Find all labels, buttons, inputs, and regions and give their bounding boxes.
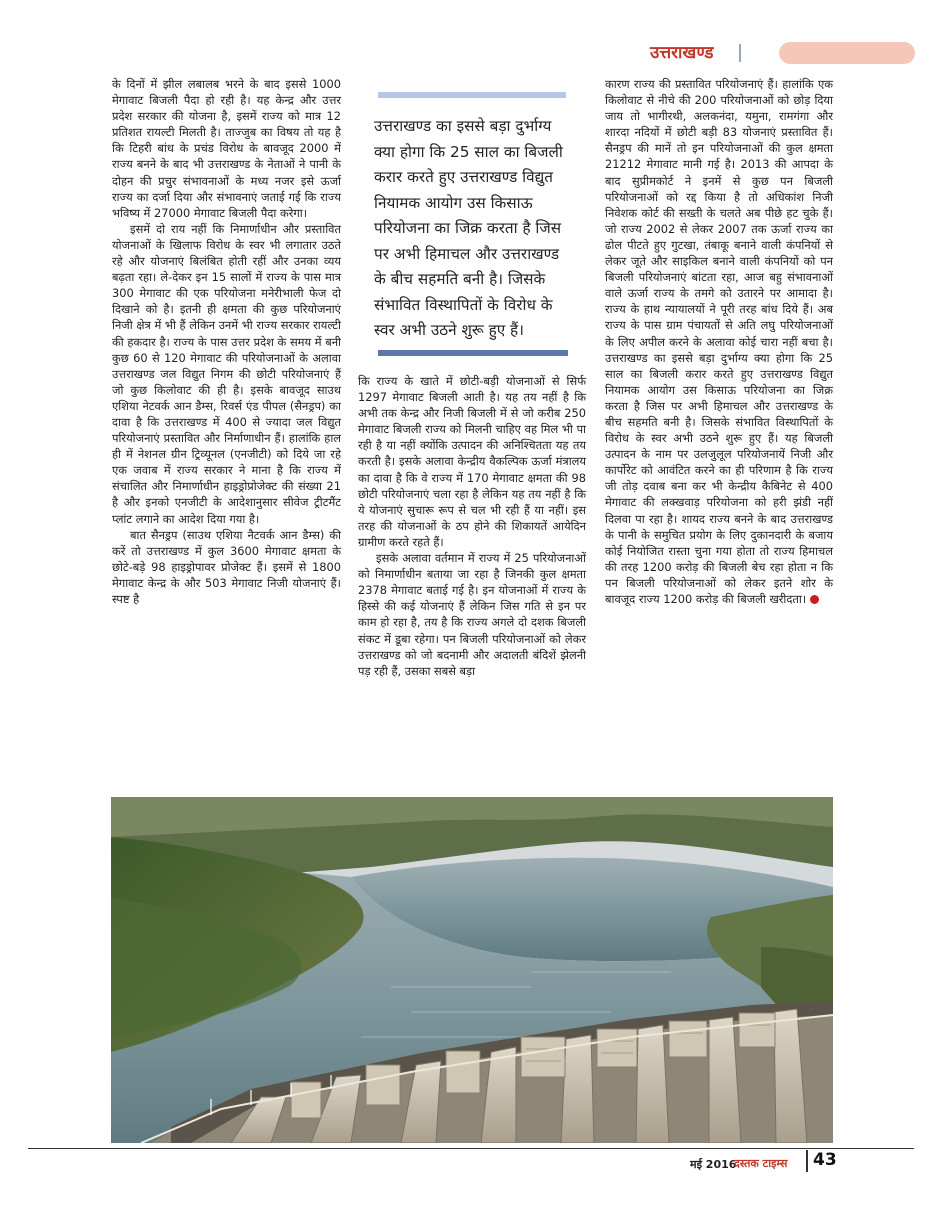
pullquote-bottom-bar [378, 350, 568, 356]
article-column-1 [112, 76, 341, 607]
page-number: 43 [813, 1150, 837, 1170]
paragraph-text: कारण राज्य की प्रस्तावित परियोजनाएं हैं। हालांकि एक किलोवाट से नीचे की 200 परियोजनाओं को छोड़ दिया जाय तो भागीरथी, अलकनंदा, यमुना, रामगंगा और शारदा नदियों में छोटी बड़ी 83 योजनाएं प्रस्तावित हैं। सैनड्रप की मानें तो इन परियोजनाओं की कुल क्षमता 21212 मेगावाट मानी गई है। 2013 की आपदा के बाद सुप्रीमकोर्ट ने इनमें से कुछ पन बिजली परियोजनाओं को रद्द किया है तो अधिकांश निजी निवेशक कोर्ट की सख्ती के चलते अब पीछे हट चुके हैं। जो राज्य 2002 से लेकर 2007 तक ऊर्जा राज्य का ढोल पीटते हुए गुटखा, तंबाकू बनाने वाली कंपनियों से लेकर जूते और साइकिल बनाने वाली कंपनियों को पन बिजली परियोजनाएं बांटता रहा, आज बहु संभावनाओं वाले ऊर्जा राज्य के तमगे को उतारने पर आमादा है। राज्य के हाथ न्यायालयों ने पूरी तरह बांध दिये हैं। अब राज्य के पास ग्राम पंचायतों से अति लघु परियोजनाओं के लिए अपील करने के अलावा कोई चारा नहीं बचा है। उत्तराखण्ड का इससे बड़ा दुर्भाग्य क्या होगा कि 25 साल का बिजली करार करते हुए उत्तराखण्ड विद्युत नियामक आयोग उस किसाऊ परियोजना का जिक्र करता है जिस पर अभी हिमाचल और उत्तराखण्ड के बीच सहमति बनी है। जिसके संभावित विस्थापितों के विरोध के स्वर अभी उठने शुरू हुए हैं। यह बिजली उत्पादन के नाम पर उलजुलूल परियोजनायें निजी और कार्पोरेट को आवंटित करने का ही परिणाम है कि राज्य जी तोड़ दवाब बना कर भी केन्द्रीय कैबिनेट से 400 मेगावाट की लक्खवाड़ परियोजना को हरी झंडी नहीं दिलवा पा रहा है। शायद राज्य बनने के बाद उत्तराखण्ड के पानी के समुचित प्रयोग के लिए दुकानदारी के बजाय कोई नियोजित रास्ता चुना गया होता तो राज्य हिमाचल की तरह 1200 करोड़ की बिजली बेच रहा होता न कि पन बिजली परियोजनाओं को लेकर इतने शोर के बावजूद राज्य 1200 करोड़ की बिजली खरीदता। [605, 77, 833, 606]
paragraph: इसके अलावा वर्तमान में राज्य में 25 परियोजनाओं को निमार्णाधीन बताया जा रहा है जिनकी कुल क्षमता 2378 मेगावाट बताई गई है। इन योजनाओं में राज्य के हिस्से की कई योजनाएं हैं लेकिन जिस गति से इन पर काम हो रहा है, तय है कि राज्य अगले दो दशक बिजली संकट में डूबा रहेगा। पन बिजली परियोजनाओं को लेकर उत्तराखण्ड को जो बदनामी और अदालती बंदिशें झेलनी पड़ रही हैं, उसका सबसे बड़ा [358, 551, 586, 678]
end-of-article-mark [810, 595, 819, 604]
article-column-2 [358, 373, 586, 679]
paragraph: कि राज्य के खाते में छोटी-बड़ी योजनाओं से सिर्फ 1297 मेगावाट बिजली आती है। यह तय नहीं है कि अभी तक केन्द्र और निजी बिजली में से जो करीब 250 मेगावाट बिजली राज्य को मिलनी चाहिए वह मिल भी पा रही है या नहीं क्योंकि उत्पादन की अनिश्चितता यह तय करती है। इसके अलावा केन्द्रीय वैकल्पिक ऊर्जा मंत्रालय का दावा है कि वे राज्य में 170 मेगावाट क्षमता की 98 छोटी परियोजनाएं चला रहा है लेकिन यह तय नहीं है कि ये योजनाएं सुचारू रूप से चल भी रही हैं या नहीं। इस तरह की योजनाओं के ठप होने की शिकायतें आयेदिन ग्रामीण करते रहते हैं। [358, 374, 586, 549]
dam-photo [111, 797, 833, 1143]
paragraph: के दिनों में झील लबालब भरने के बाद इससे 1000 मेगावाट बिजली पैदा हो रही है। यह केन्द्र और उत्तर प्रदेश सरकार की योजना है, इसमें राज्य को मात्र 12 प्रतिशत रायल्टी मिलती है। ताज्जुब का विषय तो यह है कि टिहरी बांध के प्रचंड विरोध के बावजूद 2000 में राज्य बनने के बाद भी उत्तराखण्ड के नेताओं ने पानी के दोहन की प्रचुर संभावनाओं के मध्य नजर इसे ऊर्जा राज्य का दर्जा दिया और संभावनाएं जताई गई कि राज्य भविष्य में 27000 मेगावाट बिजली पैदा करेगा। [112, 77, 341, 220]
issue-date: मई 2016 [690, 1158, 737, 1171]
footer-rule [28, 1148, 914, 1149]
section-tag-divider [739, 44, 741, 62]
magazine-name: दस्तक टाइम्स [734, 1157, 788, 1170]
paragraph: बात सैनड्रप (साउथ एशिया नैटवर्क आन डैम्स) की करें तो उत्तराखण्ड में कुल 3600 मेगावाट क्षमता के छोटे-बड़े 98 हाइड्रोपावर प्रोजेक्ट हैं। इसमें से 1800 मेगावाट केन्द्र के और 503 मेगावाट निजी योजनाएं हैं। स्पष्ट है [112, 527, 341, 606]
article-column-3 [605, 76, 833, 607]
paragraph: इसमें दो राय नहीं कि निमार्णाधीन और प्रस्तावित योजनाओं के खिलाफ विरोध के स्वर भी लगातार उठते रहे और योजनाएं बिलंबित होती रहीं और उनका व्यय बढ़ता रहा। ले-देकर इन 15 सालों में राज्य के पास मात्र 300 मेगावाट की एक परियोजना मनेरीभाली फेज दो दिखाने को है। इतनी ही क्षमता की कुछ परियोजनाएं निजी क्षेत्र में भी हैं लेकिन उनमें भी राज्य सरकार रायल्टी की हकदार है। राज्य के पास उत्तर प्रदेश के समय में बनी कुछ 60 से 120 मेगावाट की परियोजनाओं के अलावा उत्तराखण्ड जल विद्युत निगम की छोटी परियोजनाएं हैं जो कुछ किलोवाट की ही है। इसके बावजूद साउथ एशिया नेटवर्क आन डैम्स, रिवर्स एंड पीपल (सैनड्रप) का दावा है कि उत्तराखण्ड में 400 से ज्यादा जल विद्युत परियोजनाएं प्रस्तावित और निर्माणाधीन हैं। हालांकि हाल ही में नेशनल ग्रीन ट्रिव्यूनल (एनजीटी) को दिये जा रहे एक जवाब में राज्य सरकार ने माना है कि राज्य में संचालित और निमार्णाधीन हाइड्रोप्रोजेक्ट की संख्या 21 है और इनको एनजीटी के आदेशानुसार सीवेज ट्रीटमैंट प्लांट लगाने का आदेश दिया गया है। [112, 221, 341, 526]
section-tag-decoration [779, 42, 915, 64]
pullquote: उत्तराखण्ड का इससे बड़ा दुर्भाग्य क्या होगा कि 25 साल का बिजली करार करते हुए उत्तराखण्ड विद्युत नियामक आयोग उस किसाऊ परियोजना का जिक्र करता है जिस पर अभी हिमाचल और उत्तराखण्ड के बीच सहमति बनी है। जिसके संभावित विस्थापितों के विरोध के स्वर अभी उठने शुरू हुए हैं। [374, 117, 563, 339]
section-tag: उत्तराखण्ड [650, 43, 714, 63]
paragraph [605, 76, 833, 607]
footer-divider [806, 1150, 808, 1172]
pullquote-top-bar [378, 92, 566, 98]
